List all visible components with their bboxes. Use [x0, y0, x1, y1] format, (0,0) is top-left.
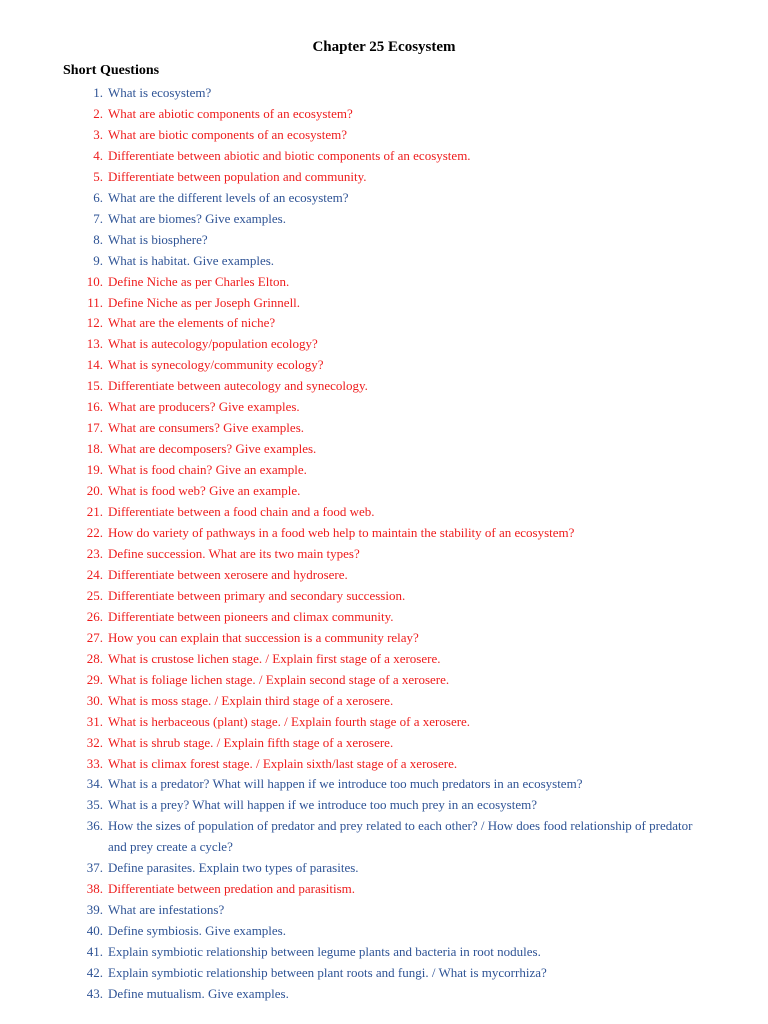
question-text: Differentiate between population and community. — [108, 168, 367, 184]
question-item — [0, 879, 768, 900]
question-number: 11. — [87, 294, 103, 310]
question-number: 24. — [86, 566, 103, 582]
question-text: How the sizes of population of predator and prey related to each other? / How does food relationship of predator and prey create a cycle? — [108, 818, 693, 855]
question-number: 27. — [86, 629, 103, 645]
question-number: 23. — [86, 545, 103, 561]
question-text: What are abiotic components of an ecosystem? — [108, 105, 353, 121]
question-text: What is moss stage. / Explain third stage of a xerosere. — [108, 692, 394, 708]
question-text: What is habitat. Give examples. — [108, 252, 275, 268]
question-text: What are infestations? — [108, 902, 225, 918]
question-item — [0, 481, 768, 502]
question-number: 5. — [93, 168, 103, 184]
question-number: 20. — [86, 483, 103, 499]
question-item — [0, 125, 768, 146]
question-item — [0, 313, 768, 334]
question-number: 26. — [86, 608, 103, 624]
question-number: 43. — [86, 985, 103, 1001]
question-number: 14. — [86, 357, 103, 373]
question-item — [0, 586, 768, 607]
question-item — [0, 83, 768, 104]
question-number: 8. — [93, 231, 103, 247]
question-number: 2. — [93, 105, 103, 121]
question-text: Differentiate between a food chain and a food web. — [108, 504, 375, 520]
question-number: 30. — [86, 692, 103, 708]
question-text: What is crustose lichen stage. / Explain first stage of a xerosere. — [108, 650, 441, 666]
question-number: 38. — [86, 881, 103, 897]
question-item — [0, 397, 768, 418]
question-text: What is a prey? What will happen if we introduce too much prey in an ecosystem? — [108, 797, 537, 813]
question-number: 13. — [86, 336, 103, 352]
question-item — [0, 418, 768, 439]
question-item — [0, 104, 768, 125]
question-text: Differentiate between autecology and synecology. — [108, 378, 368, 394]
question-item — [0, 921, 768, 942]
question-text: Define Niche as per Charles Elton. — [108, 273, 290, 289]
question-number: 25. — [86, 587, 103, 603]
question-list — [0, 83, 768, 1005]
question-number: 21. — [86, 504, 103, 520]
question-text: Define Niche as per Joseph Grinnell. — [108, 294, 301, 310]
question-item — [0, 733, 768, 754]
question-item — [0, 544, 768, 565]
section-heading: Short Questions — [63, 63, 160, 78]
question-number: 17. — [86, 420, 103, 436]
question-text: What is foliage lichen stage. / Explain second stage of a xerosere. — [108, 671, 450, 687]
question-item — [0, 712, 768, 733]
question-item — [0, 628, 768, 649]
question-text: What are biomes? Give examples. — [108, 210, 286, 226]
question-text: What is food web? Give an example. — [108, 483, 301, 499]
question-number: 3. — [93, 126, 103, 142]
question-text: Differentiate between pioneers and climax community. — [108, 608, 394, 624]
question-text: What is shrub stage. / Explain fifth stage of a xerosere. — [108, 734, 394, 750]
question-item — [0, 334, 768, 355]
question-number: 35. — [86, 797, 103, 813]
question-item — [0, 272, 768, 293]
question-text: What is herbaceous (plant) stage. / Explain fourth stage of a xerosere. — [108, 713, 471, 729]
question-item — [0, 188, 768, 209]
question-item — [0, 293, 768, 314]
question-item — [0, 355, 768, 376]
question-item — [0, 230, 768, 251]
question-text: What are consumers? Give examples. — [108, 420, 305, 436]
question-text: How do variety of pathways in a food web help to maintain the stability of an ecosystem? — [108, 525, 575, 541]
question-number: 6. — [93, 189, 103, 205]
question-text: What are the different levels of an ecosystem? — [108, 189, 349, 205]
question-text: What are biotic components of an ecosystem? — [108, 126, 347, 142]
question-item — [0, 146, 768, 167]
question-item — [0, 858, 768, 879]
question-item — [0, 774, 768, 795]
question-text: Differentiate between abiotic and biotic components of an ecosystem. — [108, 147, 471, 163]
question-item — [0, 649, 768, 670]
question-item — [0, 376, 768, 397]
question-item — [0, 439, 768, 460]
question-item — [0, 691, 768, 712]
question-number: 32. — [86, 734, 103, 750]
question-item — [0, 565, 768, 586]
question-text: Define succession. What are its two main types? — [108, 545, 360, 561]
question-text: What is biosphere? — [108, 231, 208, 247]
question-item — [0, 460, 768, 481]
question-text: What is a predator? What will happen if we introduce too much predators in an ecosystem? — [108, 776, 583, 792]
question-number: 12. — [86, 315, 103, 331]
question-text: What is synecology/community ecology? — [108, 357, 324, 373]
question-text: Differentiate between predation and parasitism. — [108, 881, 356, 897]
question-text: How you can explain that succession is a community relay? — [108, 629, 419, 645]
question-number: 19. — [86, 462, 103, 478]
question-number: 29. — [86, 671, 103, 687]
question-item — [0, 523, 768, 544]
question-number: 10. — [86, 273, 103, 289]
question-number: 42. — [86, 965, 103, 981]
question-item — [0, 754, 768, 775]
question-text: What is climax forest stage. / Explain sixth/last stage of a xerosere. — [108, 755, 458, 771]
question-text: What are producers? Give examples. — [108, 399, 300, 415]
question-number: 37. — [86, 860, 103, 876]
question-text: Explain symbiotic relationship between legume plants and bacteria in root nodules. — [108, 944, 541, 960]
question-text: What is autecology/population ecology? — [108, 336, 318, 352]
question-item — [0, 795, 768, 816]
question-text: What are decomposers? Give examples. — [108, 441, 317, 457]
question-text: Differentiate between xerosere and hydrosere. — [108, 566, 348, 582]
question-number: 7. — [93, 210, 103, 226]
question-number: 9. — [93, 252, 103, 268]
question-text: What is food chain? Give an example. — [108, 462, 307, 478]
question-text: Define symbiosis. Give examples. — [108, 923, 286, 939]
question-number: 40. — [86, 923, 103, 939]
question-item — [0, 900, 768, 921]
question-item — [0, 816, 768, 858]
question-number: 22. — [86, 525, 103, 541]
question-text: Define parasites. Explain two types of parasites. — [108, 860, 359, 876]
question-item — [0, 670, 768, 691]
question-item — [0, 607, 768, 628]
question-item — [0, 942, 768, 963]
question-text: Define mutualism. Give examples. — [108, 985, 289, 1001]
question-number: 15. — [86, 378, 103, 394]
question-item — [0, 502, 768, 523]
question-number: 4. — [93, 147, 103, 163]
question-item — [0, 167, 768, 188]
question-number: 33. — [86, 755, 103, 771]
question-item — [0, 984, 768, 1005]
question-number: 41. — [86, 944, 103, 960]
question-number: 36. — [86, 818, 103, 834]
question-number: 1. — [93, 85, 103, 100]
question-number: 28. — [86, 650, 103, 666]
question-item — [0, 963, 768, 984]
question-number: 16. — [86, 399, 103, 415]
document-title: Chapter 25 Ecosystem — [312, 39, 456, 55]
question-text: Differentiate between primary and secondary succession. — [108, 587, 406, 603]
question-text: What are the elements of niche? — [108, 315, 276, 331]
question-number: 31. — [86, 713, 103, 729]
question-text: Explain symbiotic relationship between plant roots and fungi. / What is mycorrhiza? — [108, 965, 547, 981]
question-number: 39. — [86, 902, 103, 918]
question-number: 34. — [86, 776, 103, 792]
question-item — [0, 251, 768, 272]
question-item — [0, 209, 768, 230]
question-text: What is ecosystem? — [108, 85, 212, 100]
question-number: 18. — [86, 441, 103, 457]
